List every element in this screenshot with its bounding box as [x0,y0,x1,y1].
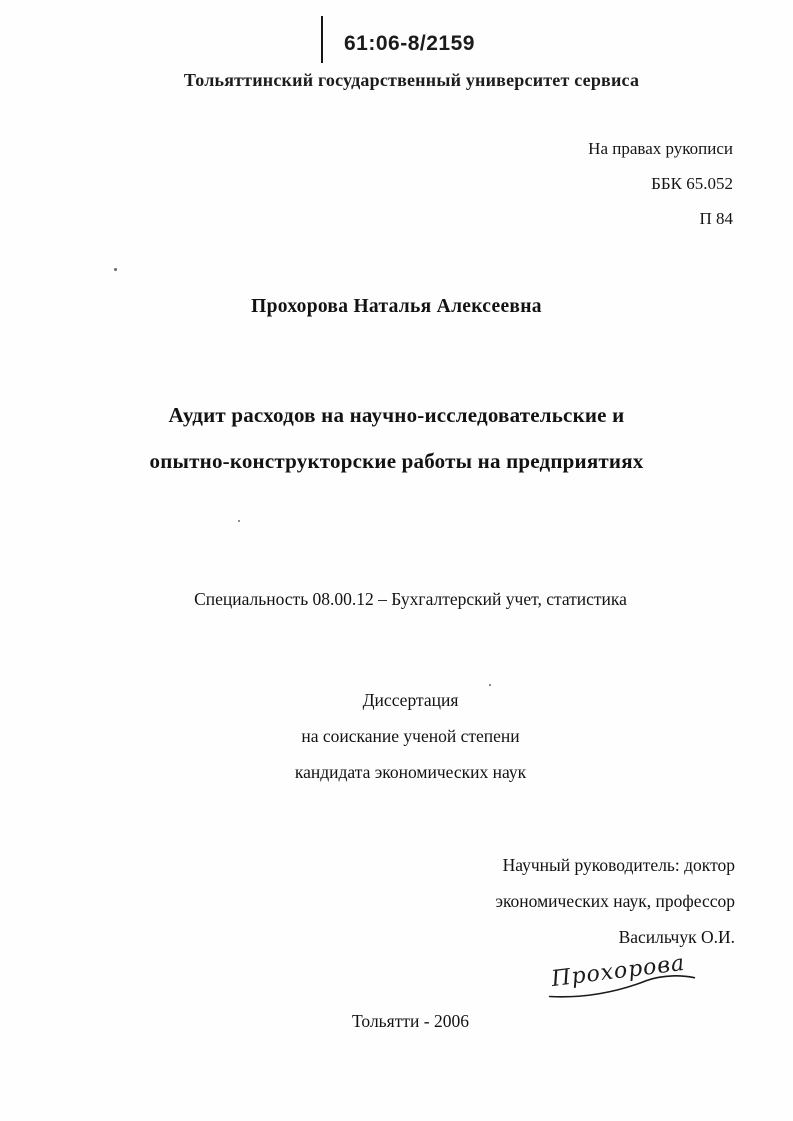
catalog-number: 61:06-8/2159 [344,32,475,55]
scan-speck [489,684,491,686]
scan-speck [238,520,240,522]
university-name: Тольяттинский государственный университет сервиса [183,70,640,90]
author-code: П 84 [699,209,733,228]
advisor-line-1: Научный руководитель: доктор [502,855,735,875]
manuscript-rights-block [588,131,733,236]
city-year-line: Тольятти - 2006 [352,1011,469,1031]
advisor-line-3: Васильчук О.И. [618,927,735,947]
signature-text: Прохорова [550,950,687,993]
title-line-1: Аудит расходов на научно-исследовательские и [168,403,625,427]
scan-speck [114,268,117,271]
author-name: Прохорова Наталья Алексеевна [251,296,542,317]
handwritten-signature [550,949,702,992]
speciality-line: Специальность 08.00.12 – Бухгалтерский учет, статистика [194,589,627,609]
title-line-2: опытно-конструкторские работы на предприятиях [149,449,644,473]
dissertation-title [0,392,793,484]
thesis-type-block [28,682,793,790]
manuscript-note: На правах рукописи [588,139,733,158]
thesis-line-2: на соискание ученой степени [301,726,520,746]
thesis-line-1: Диссертация [362,690,459,710]
advisor-line-2: экономических наук, профессор [495,891,735,911]
thesis-line-3: кандидата экономических наук [294,762,527,782]
catalog-vertical-rule [321,16,323,63]
bbk-code: ББК 65.052 [651,174,733,193]
advisor-block [495,847,735,955]
